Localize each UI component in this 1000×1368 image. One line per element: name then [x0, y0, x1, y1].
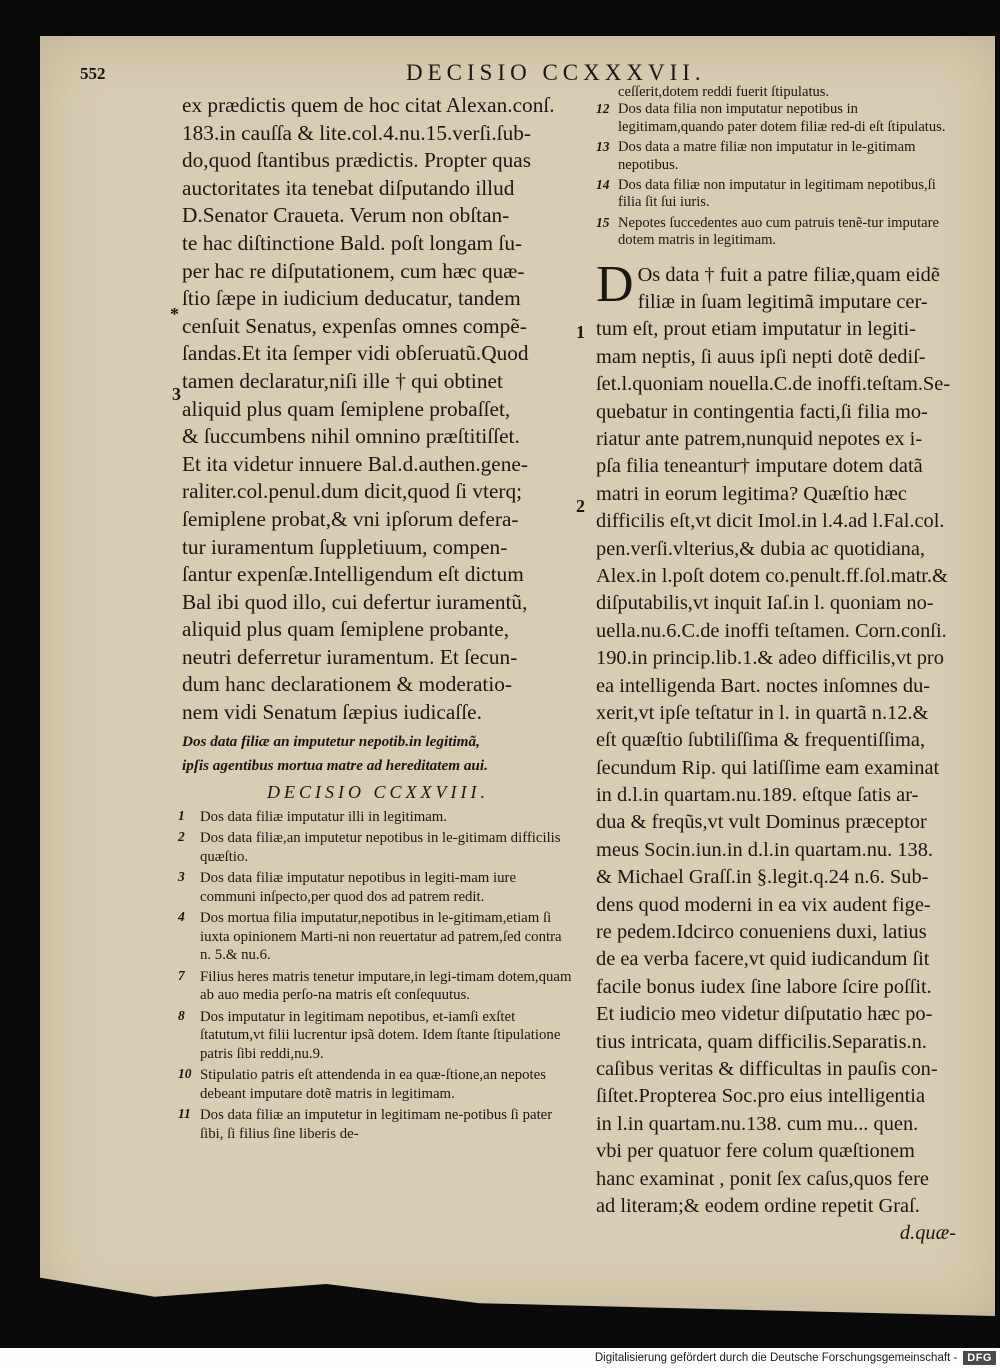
summary-text: Stipulatio patris eſt attendenda in ea quæ-ſtione,an nepotes debeant imputare dotẽ matris in legitimam.: [200, 1067, 546, 1102]
body-line: ea intelligenda Bart. noctes inſomnes du-: [596, 674, 931, 697]
body-line: mam neptis, ſi auus ipſi nepti dotẽ dediſ-: [596, 345, 926, 368]
summary-continuation: ceſſerit,dotem reddi fuerit ſtipulatus.: [618, 84, 830, 100]
dfg-logo: DFG: [963, 1351, 996, 1365]
body-line: matri in eorum legitima? Quæſtio hæc: [596, 482, 907, 505]
body-line: d.quæ-: [899, 1222, 956, 1245]
body-line: facile bonus iudex ſine labore ſcire poſſit.: [596, 975, 932, 998]
body-line: & Michael Graſſ.in §.legit.q.24 n.6. Sub-: [596, 866, 929, 889]
footer-band: [0, 1348, 1000, 1368]
summary-number: 12: [596, 101, 610, 117]
body-line: re pedem.Idcirco conueniens duxi, latius: [596, 921, 927, 944]
body-line: Bal ibi quod illo, cui defertur iuramentũ,: [182, 589, 528, 614]
body-line: 183.in cauſſa & lite.col.4.nu.15.verſi.ſub-: [182, 120, 531, 145]
left-body-text: [182, 92, 574, 727]
summary-item: [596, 139, 956, 174]
body-line: auctoritates ita tenebat diſputando illud: [182, 175, 515, 200]
body-line: neutri deferretur iuramentum. Et ſecun-: [182, 644, 518, 669]
body-line: tum eſt, prout etiam imputatur in legiti-: [596, 318, 916, 341]
body-line: dum hanc declarationem & moderatio-: [182, 672, 512, 697]
margin-mark-1: 1: [576, 322, 585, 342]
body-line: filiæ in ſuam legitimã imputare cer-: [637, 291, 928, 314]
summary-number: 8: [178, 1007, 185, 1023]
body-line: ad literam;& eodem ordine repetit Graſ.: [596, 1194, 920, 1217]
body-line: uella.nu.6.C.de inoffi teſtamen. Corn.conſi.: [596, 619, 947, 642]
margin-mark-3: 3: [172, 384, 181, 404]
summary-item: [178, 968, 574, 1005]
summary-title-line: Dos data filiæ an imputetur nepotib.in legitimã,: [182, 732, 480, 750]
summary-item: [178, 1008, 574, 1064]
summary-number: 10: [178, 1066, 192, 1082]
summary-item: [178, 808, 574, 827]
summary-text: Dos data filiæ imputatur nepotibus in legiti-mam iure communi inſpecto,per quod dos ad patrem redit.: [200, 870, 517, 905]
body-line: te hac diſtinctione Bald. poſt longam ſu-: [182, 230, 523, 255]
summary-number: 7: [178, 967, 185, 983]
body-line: quebatur in contingentia facti,ſi filia mo-: [596, 400, 928, 423]
body-line: cenſuit Senatus, expenſas omnes compẽ-: [182, 313, 527, 338]
body-line: dua & freqũs,vt vult Dominus præceptor: [596, 811, 927, 834]
summary-number: 15: [596, 214, 610, 230]
body-line: D.Senator Craueta. Verum non obſtan-: [182, 203, 510, 228]
body-line: ſecundum Rip. qui latiſſime eam examinat: [596, 756, 940, 779]
body-line: de ea verba facere,vt quid iudicandum ſit: [596, 948, 930, 971]
summary-item: [596, 177, 956, 212]
body-line: eſt quæſtio ſubtiliſſima & frequentiſſima,: [596, 729, 926, 752]
summary-title-line: ipſis agentibus mortua matre ad hereditatem aui.: [182, 757, 488, 775]
body-line: Et ita videtur innuere Bal.d.authen.gene-: [182, 451, 528, 476]
body-line: pen.verſi.vlterius,& dubia ac quotidiana,: [596, 537, 925, 560]
drop-cap: D: [596, 255, 634, 313]
body-line: ex prædictis quem de hoc citat Alexan.conſ.: [182, 93, 555, 117]
summary-text: Dos mortua filia imputatur,nepotibus in le-gitimam,etiam ſi iuxta opinionem Marti-ni non reuertatur ad patrem,ſed contra n. 5.& nu.6.: [200, 910, 562, 964]
body-line: caſibus veritas & difficultas in pauſis con-: [596, 1057, 938, 1080]
body-line: & ſuccumbens nihil omnino præſtitiſſet.: [182, 424, 520, 449]
body-line: tur iuramentum ſuppletiuum, compen-: [182, 534, 508, 559]
body-line: ſandas.Et ita ſemper vidi obſeruatũ.Quod: [182, 341, 529, 366]
summary-number: 13: [596, 139, 610, 155]
body-line: 190.in princip.lib.1.& adeo difficilis,vt pro: [596, 647, 944, 670]
body-line: meus Socin.iun.in d.l.in quartam.nu. 138.: [596, 838, 933, 861]
body-line: Os data † fuit a patre filiæ,quam eidẽ: [637, 263, 940, 286]
body-line: do,quod ſtantibus prædictis. Propter quas: [182, 148, 532, 173]
summary-item: [178, 909, 574, 965]
left-summaries: [178, 808, 574, 1144]
footer-text: Digitalisierung gefördert durch die Deutsche Forschungsgemeinschaft -: [594, 1352, 958, 1364]
summary-text: Nepotes ſuccedentes auo cum patruis tenẽ-tur imputare dotem matris in legitimam.: [618, 214, 939, 249]
body-line: ſemiplene probat,& vni ipſorum deferа-: [182, 506, 519, 531]
body-line: dens quod moderni in ea vix audent fige-: [596, 893, 931, 916]
page-number: 552: [80, 64, 106, 83]
summary-item: [596, 101, 956, 136]
body-line: ſtio ſæpe in iudicium deducatur, tandem: [182, 286, 521, 311]
body-line: tius intricata, quam difficilis.Separatis.n.: [596, 1030, 927, 1053]
body-line: in l.in quartam.nu.138. cum mu... quen.: [596, 1112, 919, 1135]
body-line: aliquid plus quam ſemiplene probante,: [182, 617, 510, 642]
margin-asterisk: *: [170, 304, 179, 324]
body-line: pſa filia teneantur† imputare dotem datã: [596, 455, 923, 478]
summary-number: 14: [596, 177, 610, 193]
summary-item: [178, 1106, 574, 1143]
summary-number: 1: [178, 807, 185, 823]
body-line: Et iudicio meo videtur diſputatio hæc po-: [596, 1003, 933, 1026]
summary-item: [178, 1066, 574, 1103]
summary-number: 4: [178, 909, 185, 925]
body-line: xerit,vt ipſe teſtatur in l. in quartã n.12.&: [596, 701, 929, 724]
body-line: ſiſtet.Propterea Soc.pro eius intelligentia: [596, 1085, 925, 1108]
summary-text: Dos data filiæ an imputetur in legitimam ne-potibus ſi pater ſibi, ſi filius ſine liberis de-: [200, 1107, 553, 1142]
right-column: [596, 84, 956, 1248]
body-line: raliter.col.penul.dum dicit,quod ſi vterq;: [182, 479, 523, 504]
body-line: in d.l.in quartam.nu.189. eſtque ſatis ar-: [596, 784, 919, 807]
body-line: aliquid plus quam ſemiplene probaſſet,: [182, 396, 511, 421]
body-line: nem vidi Senatum ſæpius iudicaſſe.: [182, 700, 482, 725]
summary-item: [178, 869, 574, 906]
summary-text: Dos data filiæ,an imputetur nepotibus in le-gitimam difficilis quæſtio.: [200, 830, 561, 865]
summary-title: [182, 732, 574, 776]
body-line: riatur ante patrem,nunquid nepotes ex i-: [596, 428, 923, 450]
body-line: ſet.l.quoniam nouella.C.de inoffi.teſtam.Se-: [596, 373, 951, 396]
body-line: ſantur expenſæ.Intelligendum eſt dictum: [182, 562, 524, 587]
body-line: tamen declaratur,niſi ille † qui obtinet: [182, 368, 503, 393]
summary-item: [596, 215, 956, 250]
decisio-heading: DECISIO CCXXVIII.: [267, 781, 489, 802]
summary-text: Dos data filiæ imputatur illi in legitimam.: [200, 808, 447, 825]
summary-text: Dos imputatur in legitimam nepotibus, et-iamſi exſtet ſtatutum,vt filii lucrentur ipsã dotem. Idem ſtante ſtipulatione patris ſibi reddi,nu.9.: [200, 1008, 561, 1062]
body-line: difficilis eſt,vt dicit Imol.in l.4.ad l.Fal.col.: [596, 510, 945, 533]
summary-text: Dos data filiæ non imputatur in legitimam nepotibus,ſi filia ſit ſui iuris.: [618, 177, 936, 211]
summary-number: 3: [178, 869, 185, 885]
left-column: [178, 92, 574, 1146]
margin-mark-2: 2: [576, 496, 585, 516]
body-line: hanc examinat , ponit ſex caſus,quos fere: [596, 1167, 929, 1190]
body-line: Alex.in l.poſt dotem co.penult.ff.ſol.matr.&: [596, 564, 948, 587]
summary-text: Filius heres matris tenetur imputare,in legi-timam dotem,quam ab auo media perſo-na matris eſt conſequutus.: [200, 968, 572, 1004]
right-body-text: [596, 255, 956, 1248]
running-head: DECISIO CCXXXVII.: [406, 60, 706, 85]
summary-number: 11: [178, 1106, 191, 1122]
body-line: diſputabilis,vt inquit Iaſ.in l. quoniam no-: [596, 592, 934, 615]
summary-text: Dos data filia non imputatur nepotibus in legitimam,quando pater dotem filiæ red-di eſt ſtipulatus.: [618, 101, 946, 135]
summary-number: 2: [178, 829, 185, 845]
body-line: vbi per quatuor fere colum quæſtionem: [596, 1140, 915, 1163]
summary-item: [178, 829, 574, 866]
summary-text: Dos data a matre filiæ non imputatur in le-gitimam nepotibus.: [618, 139, 916, 173]
body-line: per hac re diſputationem, cum hæc quæ-: [182, 258, 525, 283]
right-summaries: [596, 101, 956, 249]
